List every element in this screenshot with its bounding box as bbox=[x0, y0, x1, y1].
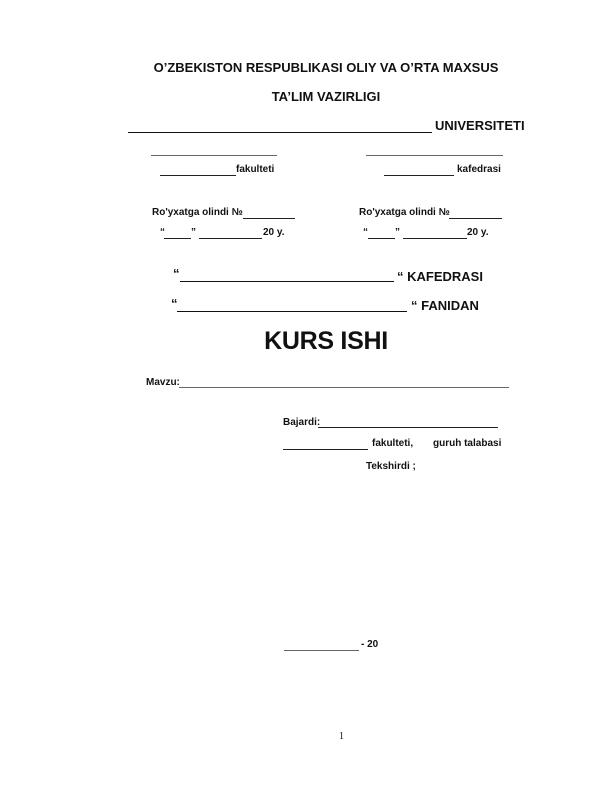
faculty-label: fakulteti bbox=[236, 164, 275, 175]
fan-open-quote: “ bbox=[171, 296, 178, 311]
left-date-day-blank bbox=[164, 238, 191, 239]
ministry-line-2: TA’LIM VAZIRLIGI bbox=[271, 89, 381, 104]
page-number: 1 bbox=[339, 731, 344, 742]
fan-label: “ FANIDAN bbox=[411, 298, 479, 313]
topic-label: Mavzu: bbox=[146, 377, 180, 388]
document-title: KURS ISHI bbox=[264, 327, 388, 355]
left-registered-label: Ro'yxatga olindi № bbox=[152, 207, 243, 218]
performer-faculty-blank bbox=[283, 449, 368, 450]
topic-blank bbox=[179, 387, 509, 388]
right-date-month-blank bbox=[403, 238, 467, 239]
department-name-blank bbox=[384, 175, 454, 176]
checked-label: Tekshirdi ; bbox=[366, 461, 416, 472]
group-label: guruh talabasi bbox=[433, 438, 502, 449]
left-registered-number-blank bbox=[243, 218, 295, 219]
kafedra-open-quote: “ bbox=[173, 266, 180, 281]
city-blank bbox=[284, 650, 359, 651]
right-date-open-quote: “ bbox=[363, 227, 368, 238]
left-top-blank bbox=[151, 155, 277, 156]
year-suffix: - 20 bbox=[361, 639, 379, 650]
faculty-name-blank bbox=[160, 175, 236, 176]
left-date-open-quote: “ bbox=[160, 227, 165, 238]
left-date-year: 20 y. bbox=[263, 227, 285, 238]
department-label: kafedrasi bbox=[457, 164, 501, 175]
university-label: UNIVERSITETI bbox=[435, 118, 525, 133]
kafedra-label: “ KAFEDRASI bbox=[397, 269, 483, 284]
performed-label: Bajardi: bbox=[283, 417, 321, 428]
university-name-blank bbox=[128, 132, 432, 133]
right-top-blank bbox=[366, 155, 503, 156]
right-date-close-quote: ” bbox=[395, 227, 400, 238]
right-registered-number-blank bbox=[449, 218, 502, 219]
ministry-line-1: O’ZBEKISTON RESPUBLIKASI OLIY VA O’RTA MAXSUS bbox=[153, 60, 499, 75]
kafedra-name-blank bbox=[180, 281, 394, 282]
left-date-close-quote: ” bbox=[191, 227, 196, 238]
left-date-month-blank bbox=[199, 238, 262, 239]
right-date-day-blank bbox=[368, 238, 395, 239]
right-registered-label: Ro'yxatga olindi № bbox=[359, 207, 450, 218]
right-date-year: 20 y. bbox=[467, 227, 489, 238]
performer-name-blank bbox=[318, 427, 498, 428]
performer-faculty-label: fakulteti, bbox=[372, 438, 414, 449]
fan-name-blank bbox=[177, 311, 407, 312]
